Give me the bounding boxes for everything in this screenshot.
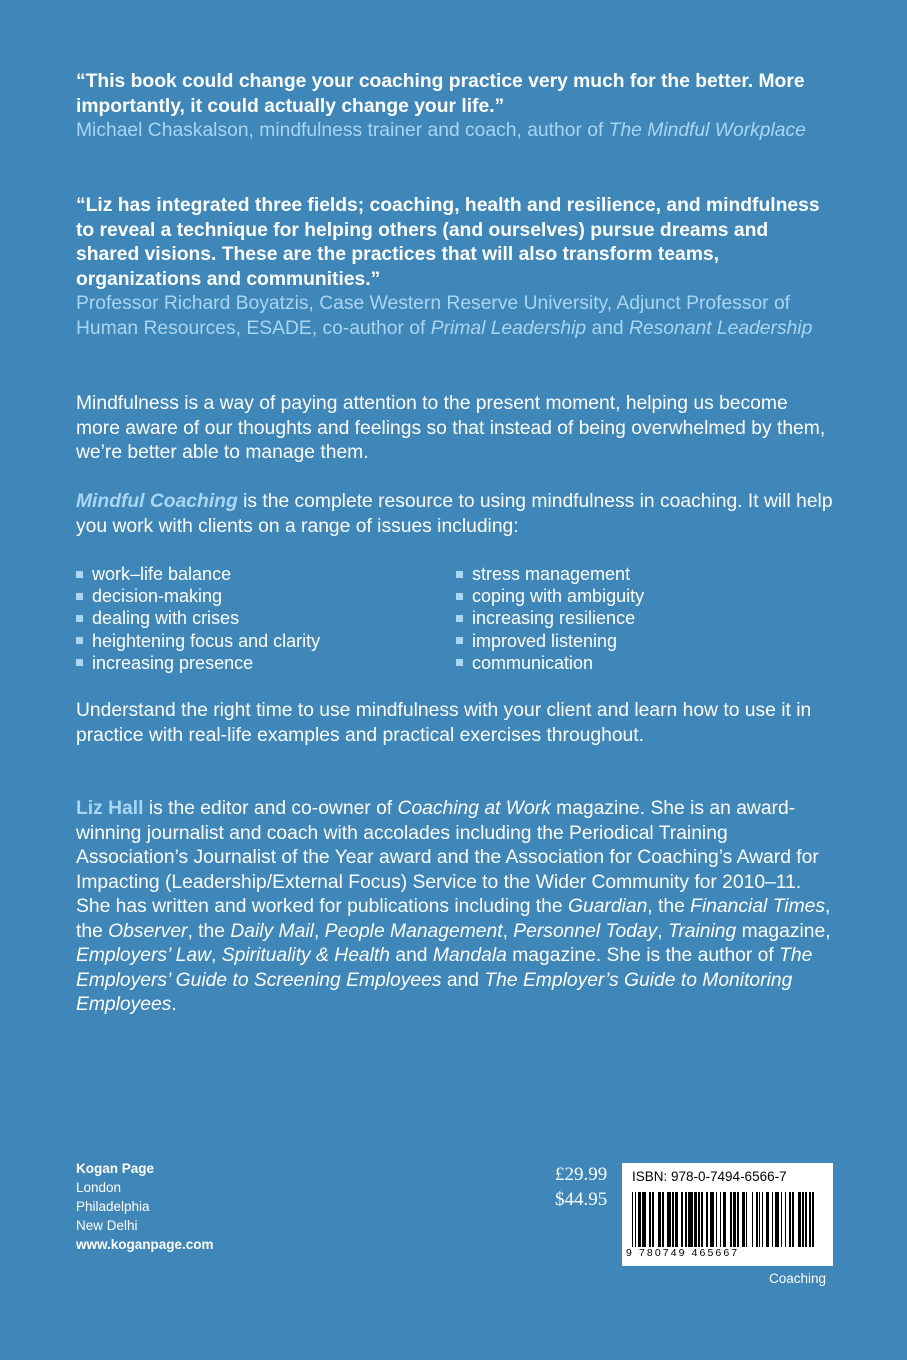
list-item [76, 607, 456, 629]
bullet-square-icon [76, 659, 83, 666]
resource-paragraph [76, 490, 836, 539]
category-label: Coaching [769, 1271, 827, 1286]
isbn-barcode [622, 1163, 833, 1266]
quote-1-book-title: The Mindful Workplace [608, 120, 806, 141]
bio-text: and [441, 969, 485, 991]
bio-publication: Daily Mail [230, 920, 314, 942]
price-usd: $44.95 [555, 1189, 608, 1210]
bio-publication: The Employers’ Guide to Screening Employees [76, 945, 813, 991]
bullet-square-icon [456, 615, 463, 622]
quote-2-attribution [76, 292, 836, 341]
quote-block-1 [76, 70, 836, 144]
bio-text: , [657, 920, 669, 942]
list-item [456, 563, 836, 585]
bullet-square-icon [456, 571, 463, 578]
bio-publication: Coaching at Work [397, 798, 551, 819]
list-item [456, 652, 836, 674]
list-item-label: coping with ambiguity [472, 586, 645, 607]
quote-2-attribution-text: Professor Richard Boyatzis, Case Western Reserve University, Adjunct Professor of Human Resources, ESADE, co-author of [76, 293, 791, 339]
bio-publication: Observer [108, 920, 188, 942]
bio-text: magazine. She is an award-winning journalist and coach with accolades including the Periodical Training Association’s Journalist of the Year award and the Association for Coaching’s Award for Impacting (Leadership/External Focus) Service to the Wider Community for 2010–11. She has written and worked for publications including the [76, 798, 819, 917]
quote-2-book-title-1: Primal Leadership [430, 317, 587, 339]
bio-text: , [313, 920, 325, 942]
bio-text: . [171, 994, 177, 1015]
bio-publication: People Management [324, 920, 503, 942]
list-item [76, 630, 456, 652]
quote-block-2 [76, 194, 836, 341]
understand-paragraph: Understand the right time to use mindfulness with your client and learn how to use it in practice with real-life examples and practical exercises throughout. [76, 700, 812, 746]
bio-text: , the [76, 896, 831, 942]
quote-2-book-title-2: Resonant Leadership [629, 317, 813, 339]
bullet-square-icon [76, 615, 83, 622]
bullet-square-icon [76, 593, 83, 600]
publisher-city: Philadelphia [76, 1199, 150, 1214]
bio-publication: Spirituality & Health [221, 945, 390, 966]
price-gbp: £29.99 [555, 1164, 608, 1185]
book-title: Mindful Coaching [76, 491, 238, 512]
bio-publication: Training [668, 920, 737, 942]
bio-publication: Personnel Today [513, 920, 658, 942]
quote-1-attribution [76, 119, 836, 144]
bio-text: , the [647, 896, 691, 917]
bio-text: , the [187, 920, 231, 942]
list-item-label: stress management [472, 564, 631, 584]
author-bio [76, 797, 836, 1018]
quote-2-text: “Liz has integrated three fields; coaching, health and resilience, and mindfulness to reveal a technique for helping others (and ourselves) pursue dreams and shared visions. These are the practices that will also transform teams, organizations and communities.” [76, 195, 820, 290]
list-item [76, 652, 456, 674]
bio-publication: Financial Times [690, 896, 826, 917]
bio-text: , [502, 920, 514, 942]
publisher-name: Kogan Page [76, 1161, 155, 1176]
intro-paragraph: Mindfulness is a way of paying attention to the present moment, helping us become more aware of our thoughts and feelings so that instead of being overwhelmed by them, we’re better able to manage them. [76, 393, 826, 463]
barcode-bar [812, 1192, 813, 1247]
topics-column-left [76, 563, 456, 674]
list-item-label: heightening focus and clarity [92, 630, 321, 651]
bio-publication: Mandala [432, 945, 507, 966]
topics-column-right [456, 563, 836, 674]
publisher-website[interactable]: www.koganpage.com [76, 1237, 214, 1252]
list-item [456, 607, 836, 629]
bio-text: magazine, [736, 920, 831, 942]
list-item-label: increasing presence [92, 652, 254, 673]
list-item-label: work–life balance [92, 564, 232, 584]
bullet-square-icon [456, 637, 463, 644]
list-item-label: increasing resilience [472, 608, 636, 629]
bio-text: is the editor and co-owner of [143, 798, 398, 819]
quote-1-text: “This book could change your coaching practice very much for the better. More importantly, it could actually change your life.” [76, 71, 805, 117]
author-name: Liz Hall [76, 798, 144, 819]
prices [555, 1162, 607, 1212]
quote-2-and: and [586, 317, 630, 339]
list-item [456, 630, 836, 652]
bio-publication: Employers’ Law [76, 945, 212, 966]
quote-1-attribution-text: Michael Chaskalson, mindfulness trainer and coach, author of [76, 120, 609, 141]
list-item-label: communication [472, 652, 594, 673]
resource-text: is the complete resource to using mindfulness in coaching. It will help you work with clients on a range of issues including: [76, 491, 833, 537]
barcode-icon [632, 1192, 822, 1247]
list-item [456, 585, 836, 607]
bullet-square-icon [76, 571, 83, 578]
publisher-city: New Delhi [76, 1218, 138, 1233]
bio-text: magazine. She is the author of [506, 945, 780, 966]
bio-text: , [211, 945, 222, 966]
bullet-square-icon [456, 659, 463, 666]
publisher-info [76, 1159, 214, 1254]
isbn-number: ISBN: 978-0-7494-6566-7 [632, 1169, 787, 1184]
ean-digits: 9 780749 465667 [626, 1247, 740, 1259]
list-item-label: improved listening [472, 630, 618, 651]
bio-publication: The Employer’s Guide to Monitoring Employees [76, 969, 793, 1015]
bio-text: and [390, 945, 433, 966]
bullet-square-icon [456, 593, 463, 600]
list-item-label: decision-making [92, 586, 223, 607]
topics-list [76, 563, 836, 674]
list-item-label: dealing with crises [92, 608, 240, 629]
list-item [76, 585, 456, 607]
bullet-square-icon [76, 637, 83, 644]
bio-publication: Guardian [567, 896, 648, 917]
list-item [76, 563, 456, 585]
publisher-city: London [76, 1180, 122, 1195]
